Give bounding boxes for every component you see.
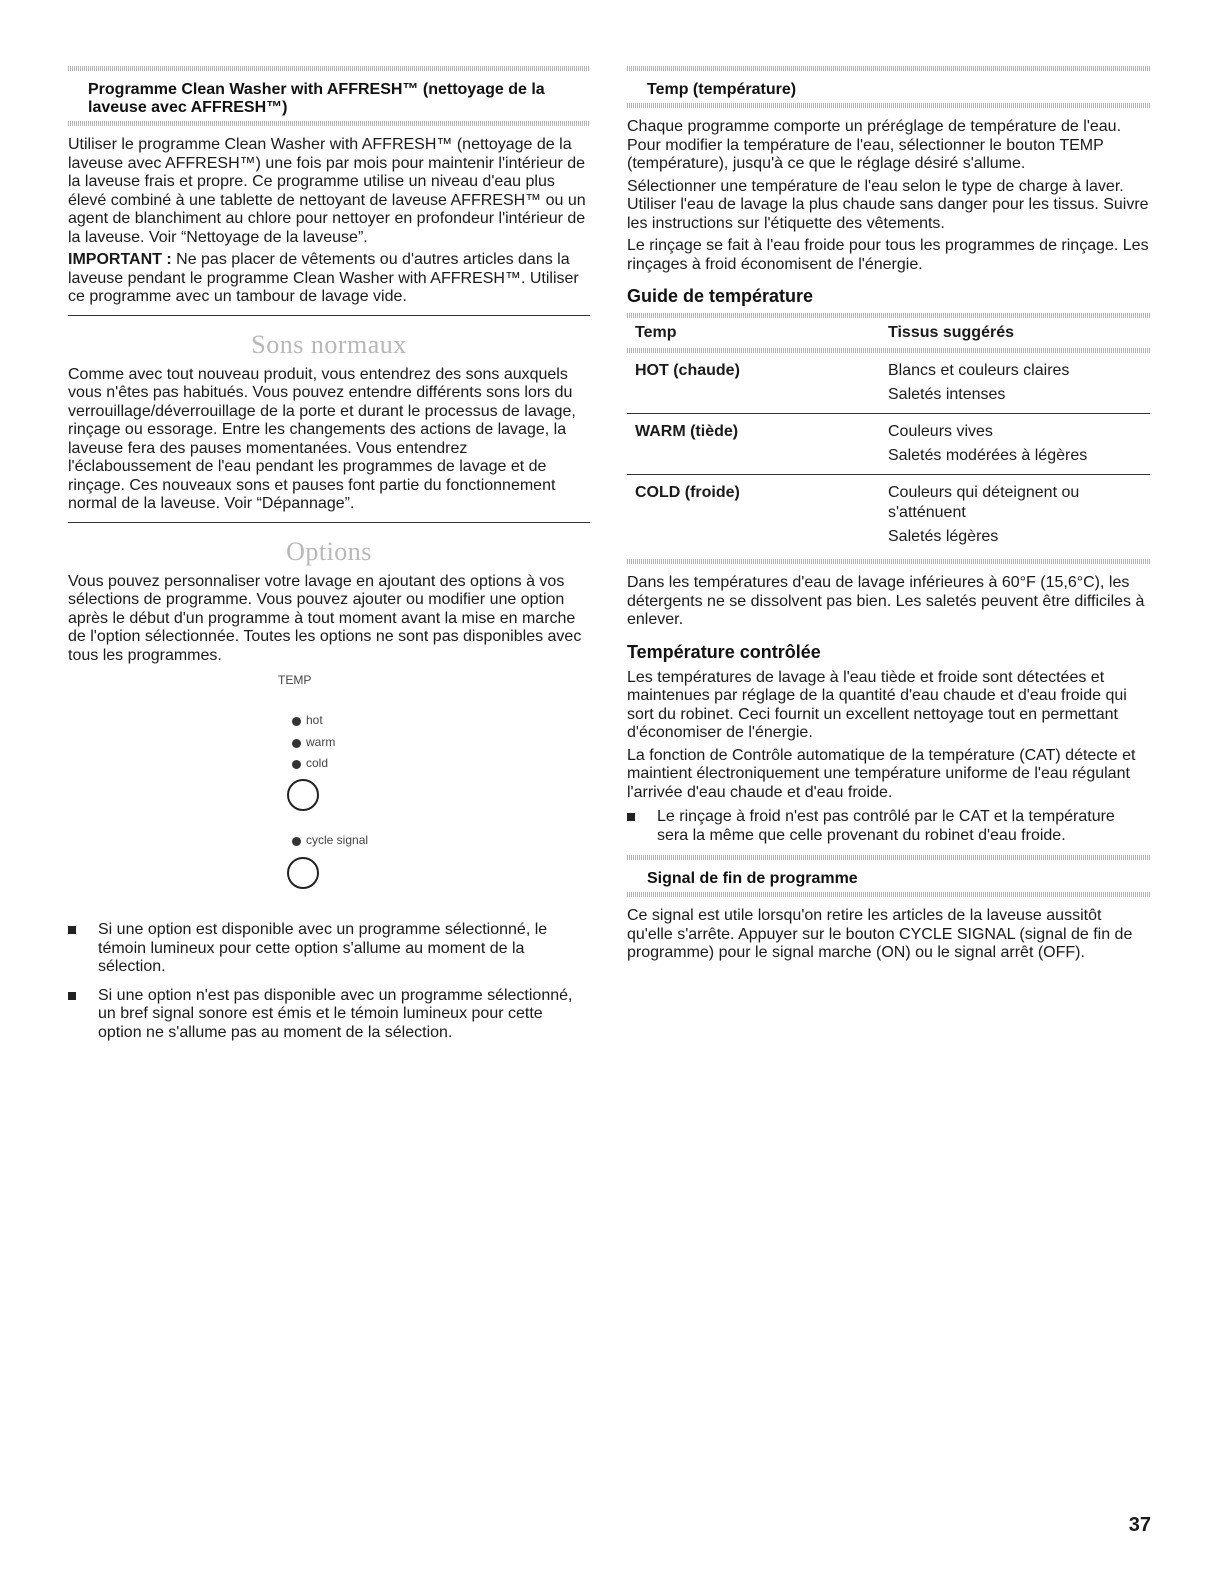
page-number: 37 (1128, 1514, 1151, 1536)
section-rule (68, 315, 590, 316)
important-text: Ne pas placer de vêtements ou d'autres articles dans la laveuse pendant le programme Clean Washer with AFFRESH™. Utiliser ce programme avec un tambour de lavage vide. (68, 251, 579, 305)
cycle-signal-indicator-icon (292, 837, 301, 846)
table-header-fabrics: Tissus suggérés (888, 324, 1014, 341)
hatch-divider (627, 559, 1150, 564)
temp-button-icon (287, 779, 319, 811)
controlled-temp-paragraph-2: La fonction de Contrôle automatique de la température (CAT) détecte et maintient électroniquement une température uniforme de l'eau régulant l'arrivée d'eau chaude et d'eau froide. (627, 746, 1136, 801)
hatch-divider (68, 121, 590, 126)
list-item: Si une option n'est pas disponible avec un programme sélectionné, un bref signal sonore est émis et le témoin lumineux pour cette option ne s'allume pas au moment de la sélection. (68, 987, 590, 1043)
list-item: Le rinçage à froid n'est pas contrôlé par le CAT et la température sera la même que celle provenant du robinet d'eau froide. (627, 808, 1150, 845)
options-title: Options (286, 536, 372, 566)
fabric-line: Saletés légères (888, 528, 999, 545)
options-bullet-list (68, 921, 590, 1042)
cold-indicator-icon (292, 760, 301, 769)
fabric-line: Saletés intenses (888, 386, 1006, 403)
fabric-line: Saletés modérées à légères (888, 447, 1088, 464)
fabric-cell (880, 414, 1150, 475)
hatch-divider (627, 103, 1150, 108)
left-column (68, 66, 590, 1052)
temp-cell: COLD (froide) (627, 475, 880, 556)
fabric-cell (880, 475, 1150, 556)
control-panel-illustration (68, 671, 590, 911)
cold-label: cold (306, 756, 329, 770)
controlled-temp-bullet-list (627, 808, 1150, 845)
table-row (627, 353, 1150, 414)
hot-label: hot (306, 713, 323, 727)
section-rule (68, 522, 590, 523)
temperature-guide-table (627, 318, 1150, 555)
table-row (627, 414, 1150, 475)
temp-heading: Temp (température) (647, 81, 797, 98)
hot-indicator-icon (292, 717, 301, 726)
temp-panel-label: TEMP (278, 673, 312, 687)
warm-label: warm (306, 735, 336, 749)
hatch-divider (627, 892, 1150, 897)
temp-cell: WARM (tiède) (627, 414, 880, 475)
temp-paragraph-3: Le rinçage se fait à l'eau froide pour tous les programmes de rinçage. Les rinçages à froid économisent de l'énergie. (627, 237, 1149, 273)
important-paragraph (68, 251, 590, 307)
sons-normaux-title: Sons normaux (251, 329, 407, 359)
fabric-cell (880, 353, 1150, 414)
table-header-row (627, 318, 1150, 348)
fabric-line: Blancs et couleurs claires (888, 362, 1070, 379)
temp-cell: HOT (chaude) (635, 362, 740, 379)
warm-indicator-icon (292, 739, 301, 748)
controlled-temp-heading: Température contrôlée (627, 641, 821, 662)
fabric-line: Couleurs vives (888, 423, 993, 440)
sons-normaux-paragraph: Comme avec tout nouveau produit, vous entendrez des sons auxquels vous n'êtes pas habitués. Vous pouvez entendre différents sons lors du verrouillage/déverrouillage de la porte et durant le processus de lavage, rinçage ou essorage. Entre les changements des actions de lavage, la laveuse fera des pauses momentanées. Vous entendrez l'éclaboussement de l'eau pendant les programmes de lavage et de rinçage. Ces nouveaux sons et pauses font partie du fonctionnement normal de la laveuse. Voir “Dépannage”. (68, 365, 576, 512)
table-header-temp: Temp (635, 324, 677, 341)
fabric-line: Couleurs qui déteignent ou s'atténuent (888, 484, 1080, 521)
temp-paragraph-2: Sélectionner une température de l'eau selon le type de charge à laver. Utiliser l'eau de lavage la plus chaude sans danger pour les tissus. Suivre les instructions sur l'étiquette des vêtements. (627, 177, 1149, 232)
right-column (627, 66, 1150, 967)
signal-paragraph: Ce signal est utile lorsqu'on retire les articles de la laveuse aussitôt qu'elle s'arrête. Appuyer sur le bouton CYCLE SIGNAL (signal de fin de programme) pour le signal marche (ON) ou le signal arrêt (OFF). (627, 907, 1133, 961)
controlled-temp-paragraph-1: Les températures de lavage à l'eau tiède et froide sont détectées et maintenues par réglage de la quantité d'eau chaude et d'eau froide qui sort du robinet. Ceci fournit un excellent nettoyage tout en permettant d'économiser de l'énergie. (627, 668, 1127, 741)
guide-note: Dans les températures d'eau de lavage inférieures à 60°F (15,6°C), les détergents ne se dissolvent pas bien. Les saletés peuvent être difficiles à enlever. (627, 574, 1145, 628)
cycle-signal-label: cycle signal (306, 833, 369, 847)
important-label: IMPORTANT : (68, 251, 172, 268)
cycle-signal-button-icon (287, 857, 319, 889)
signal-heading: Signal de fin de programme (647, 870, 858, 887)
clean-washer-heading: Programme Clean Washer with AFFRESH™ (nettoyage de la laveuse avec AFFRESH™) (88, 81, 545, 116)
guide-heading: Guide de température (627, 286, 814, 306)
clean-washer-paragraph: Utiliser le programme Clean Washer with AFFRESH™ (nettoyage de la laveuse avec AFFRESH™) une fois par mois pour maintenir l'intérieur de la laveuse frais et propre. Ce programme utilise un niveau d'eau plus élevé combiné à une tablette de nettoyant de laveuse AFFRESH™ ou un agent de blanchiment au chlore pour nettoyer en profondeur l'intérieur de la laveuse. Voir “Nettoyage de la laveuse”. (68, 136, 586, 246)
options-paragraph: Vous pouvez personnaliser votre lavage en ajoutant des options à vos sélections de programme. Vous pouvez ajouter ou modifier une option après le début d'un programme à tout moment avant la mise en marche de l'option sélectionnée. Toutes les options ne sont pas disponibles avec tous les programmes. (68, 572, 582, 664)
temp-paragraph-1: Chaque programme comporte un préréglage de température de l'eau. Pour modifier la température de l'eau, sélectionner le bouton TEMP (température), jusqu'à ce que le réglage désiré s'allume. (627, 118, 1122, 172)
list-item: Si une option est disponible avec un programme sélectionné, le témoin lumineux pour cette option s'allume au moment de la sélection. (68, 921, 590, 977)
table-row (627, 475, 1150, 556)
